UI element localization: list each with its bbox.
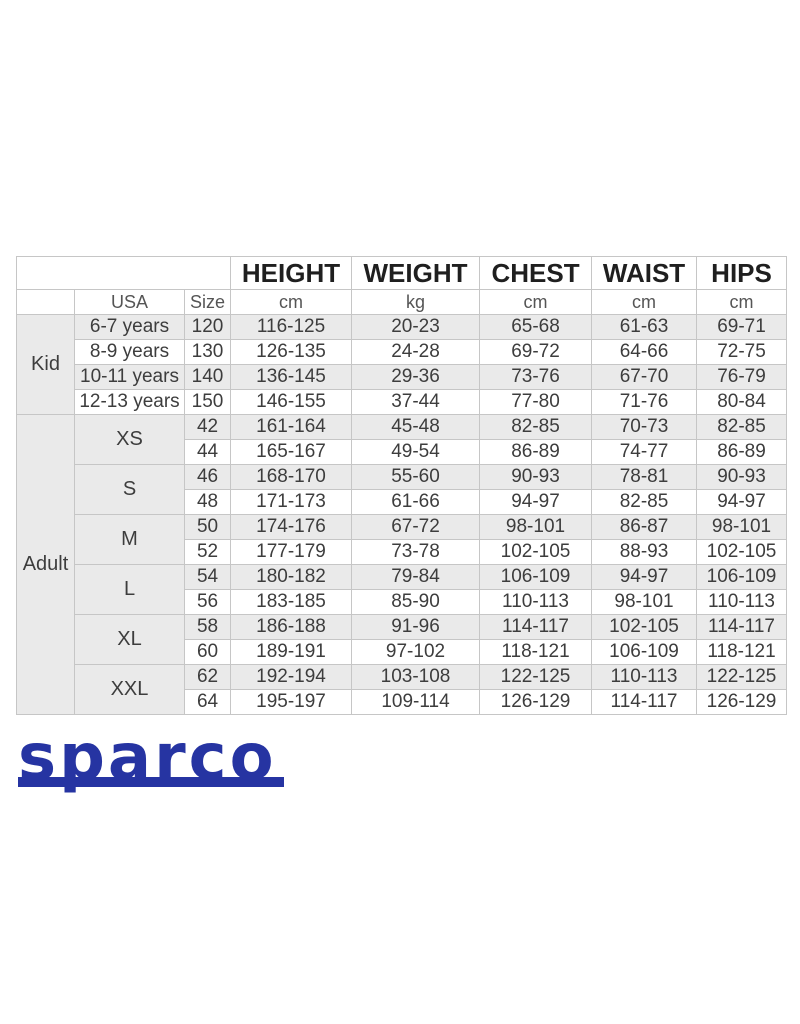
usa-label: XL (75, 615, 185, 665)
group-label: Kid (17, 315, 75, 415)
header-spacer-cell (17, 257, 231, 290)
hips-cell: 90-93 (697, 465, 787, 490)
size-cell: 130 (185, 340, 231, 365)
hips-cell: 126-129 (697, 690, 787, 715)
waist-cell: 64-66 (592, 340, 697, 365)
height-cell: 195-197 (231, 690, 352, 715)
unit-header-row (17, 290, 787, 315)
hips-cell: 106-109 (697, 565, 787, 590)
sparco-logo-text: sparco (18, 721, 277, 795)
hips-cell: 69-71 (697, 315, 787, 340)
weight-cell: 85-90 (352, 590, 480, 615)
table-row (17, 340, 787, 365)
size-cell: 50 (185, 515, 231, 540)
height-cell: 177-179 (231, 540, 352, 565)
waist-cell: 94-97 (592, 565, 697, 590)
size-cell: 140 (185, 365, 231, 390)
waist-cell: 78-81 (592, 465, 697, 490)
usa-label: 8-9 years (75, 340, 185, 365)
height-cell: 171-173 (231, 490, 352, 515)
waist-cell: 114-117 (592, 690, 697, 715)
hips-cell: 94-97 (697, 490, 787, 515)
chest-cell: 122-125 (480, 665, 592, 690)
header-chest: CHEST (480, 257, 592, 290)
hips-cell: 82-85 (697, 415, 787, 440)
chest-cell: 114-117 (480, 615, 592, 640)
weight-cell: 61-66 (352, 490, 480, 515)
weight-cell: 97-102 (352, 640, 480, 665)
height-cell: 180-182 (231, 565, 352, 590)
chest-cell: 106-109 (480, 565, 592, 590)
header-size: Size (185, 290, 231, 315)
weight-cell: 29-36 (352, 365, 480, 390)
chest-cell: 98-101 (480, 515, 592, 540)
unit-waist: cm (592, 290, 697, 315)
waist-cell: 61-63 (592, 315, 697, 340)
weight-cell: 103-108 (352, 665, 480, 690)
weight-cell: 79-84 (352, 565, 480, 590)
measure-header-row (17, 257, 787, 290)
height-cell: 189-191 (231, 640, 352, 665)
usa-label: XXL (75, 665, 185, 715)
unit-chest: cm (480, 290, 592, 315)
height-cell: 136-145 (231, 365, 352, 390)
usa-label: L (75, 565, 185, 615)
table-row (17, 315, 787, 340)
waist-cell: 71-76 (592, 390, 697, 415)
unit-hips: cm (697, 290, 787, 315)
waist-cell: 82-85 (592, 490, 697, 515)
waist-cell: 67-70 (592, 365, 697, 390)
header-weight: WEIGHT (352, 257, 480, 290)
chest-cell: 118-121 (480, 640, 592, 665)
chest-cell: 102-105 (480, 540, 592, 565)
hips-cell: 86-89 (697, 440, 787, 465)
weight-cell: 73-78 (352, 540, 480, 565)
weight-cell: 20-23 (352, 315, 480, 340)
waist-cell: 88-93 (592, 540, 697, 565)
weight-cell: 91-96 (352, 615, 480, 640)
waist-cell: 70-73 (592, 415, 697, 440)
waist-cell: 86-87 (592, 515, 697, 540)
waist-cell: 74-77 (592, 440, 697, 465)
chest-cell: 90-93 (480, 465, 592, 490)
weight-cell: 109-114 (352, 690, 480, 715)
hips-cell: 76-79 (697, 365, 787, 390)
height-cell: 168-170 (231, 465, 352, 490)
chest-cell: 65-68 (480, 315, 592, 340)
size-cell: 64 (185, 690, 231, 715)
size-cell: 48 (185, 490, 231, 515)
table-row (17, 415, 787, 440)
header-waist: WAIST (592, 257, 697, 290)
size-cell: 56 (185, 590, 231, 615)
weight-cell: 67-72 (352, 515, 480, 540)
chest-cell: 110-113 (480, 590, 592, 615)
size-cell: 150 (185, 390, 231, 415)
weight-cell: 49-54 (352, 440, 480, 465)
header-hips: HIPS (697, 257, 787, 290)
waist-cell: 98-101 (592, 590, 697, 615)
size-cell: 60 (185, 640, 231, 665)
table-row (17, 515, 787, 540)
usa-label: S (75, 465, 185, 515)
hips-cell: 114-117 (697, 615, 787, 640)
group-label: Adult (17, 415, 75, 715)
height-cell: 192-194 (231, 665, 352, 690)
chest-cell: 77-80 (480, 390, 592, 415)
weight-cell: 55-60 (352, 465, 480, 490)
waist-cell: 102-105 (592, 615, 697, 640)
hips-cell: 122-125 (697, 665, 787, 690)
hips-cell: 102-105 (697, 540, 787, 565)
header-usa: USA (75, 290, 185, 315)
usa-label: 12-13 years (75, 390, 185, 415)
weight-cell: 37-44 (352, 390, 480, 415)
size-cell: 44 (185, 440, 231, 465)
table-row (17, 615, 787, 640)
chest-cell: 126-129 (480, 690, 592, 715)
size-cell: 52 (185, 540, 231, 565)
height-cell: 165-167 (231, 440, 352, 465)
size-cell: 46 (185, 465, 231, 490)
size-chart-table (16, 256, 787, 715)
hips-cell: 98-101 (697, 515, 787, 540)
waist-cell: 110-113 (592, 665, 697, 690)
hips-cell: 80-84 (697, 390, 787, 415)
chest-cell: 94-97 (480, 490, 592, 515)
weight-cell: 24-28 (352, 340, 480, 365)
table-row (17, 465, 787, 490)
size-cell: 62 (185, 665, 231, 690)
usa-label: 10-11 years (75, 365, 185, 390)
height-cell: 183-185 (231, 590, 352, 615)
height-cell: 174-176 (231, 515, 352, 540)
usa-label: XS (75, 415, 185, 465)
unit-weight: kg (352, 290, 480, 315)
chest-cell: 73-76 (480, 365, 592, 390)
hips-cell: 72-75 (697, 340, 787, 365)
chest-cell: 69-72 (480, 340, 592, 365)
table-row (17, 365, 787, 390)
size-cell: 58 (185, 615, 231, 640)
header-height: HEIGHT (231, 257, 352, 290)
unit-spacer-cell (17, 290, 75, 315)
chest-cell: 82-85 (480, 415, 592, 440)
table-row (17, 565, 787, 590)
weight-cell: 45-48 (352, 415, 480, 440)
hips-cell: 110-113 (697, 590, 787, 615)
table-row (17, 390, 787, 415)
usa-label: M (75, 515, 185, 565)
chest-cell: 86-89 (480, 440, 592, 465)
usa-label: 6-7 years (75, 315, 185, 340)
size-cell: 120 (185, 315, 231, 340)
sparco-logo (18, 721, 284, 795)
height-cell: 186-188 (231, 615, 352, 640)
size-cell: 42 (185, 415, 231, 440)
unit-height: cm (231, 290, 352, 315)
size-cell: 54 (185, 565, 231, 590)
height-cell: 146-155 (231, 390, 352, 415)
table-row (17, 665, 787, 690)
hips-cell: 118-121 (697, 640, 787, 665)
height-cell: 161-164 (231, 415, 352, 440)
height-cell: 126-135 (231, 340, 352, 365)
waist-cell: 106-109 (592, 640, 697, 665)
height-cell: 116-125 (231, 315, 352, 340)
